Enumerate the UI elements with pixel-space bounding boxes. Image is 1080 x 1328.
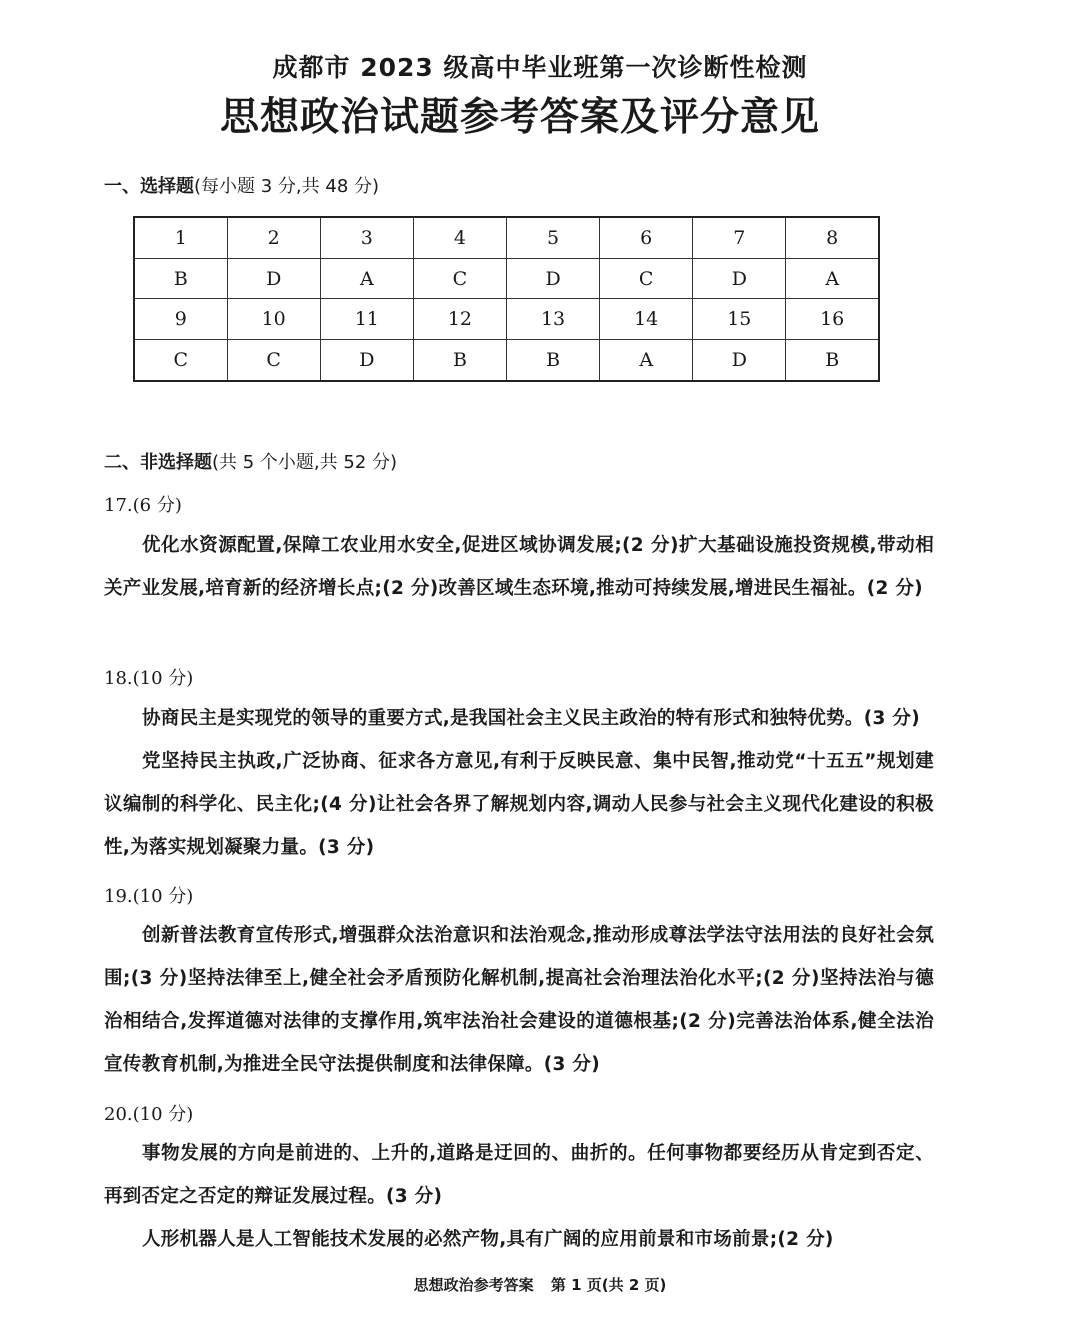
- question-number-cell: 4: [413, 217, 506, 258]
- answer-cell: C: [134, 340, 227, 381]
- answer-cell: C: [600, 258, 693, 299]
- question-18-answer-2: 党坚持民主执政,广泛协商、征求各方意见,有利于反映民意、集中民智,推动党“十五五”规划建议编制的科学化、民主化;(4 分)让社会各界了解规划内容,调动人民参与社会主义现代化建设的积极性,为落实规划凝聚力量。(3 分): [104, 751, 934, 858]
- question-20-answer-2: 人形机器人是人工智能技术发展的必然产物,具有广阔的应用前景和市场前景;(2 分): [142, 1229, 834, 1250]
- question-18-answer-1: 协商民主是实现党的领导的重要方式,是我国社会主义民主政治的特有形式和独特优势。(3 分): [142, 708, 920, 729]
- footer-doc-name: 思想政治参考答案: [413, 1276, 534, 1294]
- section-2-label: 二、非选择题: [104, 452, 212, 473]
- section-2-note: (共 5 个小题,共 52 分): [212, 452, 398, 473]
- answer-cell: A: [320, 258, 413, 299]
- question-19-heading: 19.(10 分): [104, 886, 194, 907]
- question-number-cell: 13: [507, 299, 600, 340]
- question-number-cell: 9: [134, 299, 227, 340]
- question-number-row: [134, 217, 879, 258]
- answer-cell: D: [227, 258, 320, 299]
- question-18-heading: 18.(10 分): [104, 668, 194, 689]
- question-number-cell: 10: [227, 299, 320, 340]
- question-number-cell: 14: [600, 299, 693, 340]
- question-number-cell: 16: [786, 299, 879, 340]
- question-number-cell: 15: [693, 299, 786, 340]
- footer-page-info: 第 1 页(共 2 页): [550, 1276, 667, 1294]
- answer-cell: D: [320, 340, 413, 381]
- answer-cell: B: [507, 340, 600, 381]
- answer-table: [133, 216, 880, 382]
- section-1-note: (每小题 3 分,共 48 分): [194, 176, 380, 197]
- question-number-cell: 8: [786, 217, 879, 258]
- page-footer: [0, 1274, 1080, 1295]
- answer-cell: D: [693, 340, 786, 381]
- question-number-cell: 5: [507, 217, 600, 258]
- answer-cell: B: [134, 258, 227, 299]
- question-number-cell: 11: [320, 299, 413, 340]
- question-17-answer: 优化水资源配置,保障工农业用水安全,促进区域协调发展;(2 分)扩大基础设施投资规模,带动相关产业发展,培育新的经济增长点;(2 分)改善区域生态环境,推动可持续发展,增进民生福祉。(2 分): [104, 535, 934, 599]
- question-number-cell: 2: [227, 217, 320, 258]
- question-number-cell: 12: [413, 299, 506, 340]
- question-number-cell: 6: [600, 217, 693, 258]
- question-number-cell: 1: [134, 217, 227, 258]
- question-number-cell: 3: [320, 217, 413, 258]
- question-20-answer-1: 事物发展的方向是前进的、上升的,道路是迂回的、曲折的。任何事物都要经历从肯定到否定、再到否定之否定的辩证发展过程。(3 分): [104, 1143, 934, 1207]
- answer-row: [134, 340, 879, 381]
- question-20-heading: 20.(10 分): [104, 1104, 194, 1125]
- section-2-heading: [104, 448, 397, 474]
- answer-cell: C: [227, 340, 320, 381]
- section-1-label: 一、选择题: [104, 176, 194, 197]
- question-17-heading: 17.(6 分): [104, 495, 182, 516]
- answer-cell: D: [507, 258, 600, 299]
- page-title: 思想政治试题参考答案及评分意见: [219, 95, 820, 140]
- answer-cell: B: [413, 340, 506, 381]
- answer-cell: B: [786, 340, 879, 381]
- answer-cell: D: [693, 258, 786, 299]
- question-number-row: [134, 299, 879, 340]
- answer-row: [134, 258, 879, 299]
- question-number-cell: 7: [693, 217, 786, 258]
- answer-cell: A: [600, 340, 693, 381]
- answer-cell: C: [413, 258, 506, 299]
- answer-cell: A: [786, 258, 879, 299]
- question-19-answer: 创新普法教育宣传形式,增强群众法治意识和法治观念,推动形成尊法学法守法用法的良好社会氛围;(3 分)坚持法律至上,健全社会矛盾预防化解机制,提高社会治理法治化水平;(2 分)坚持法治与德治相结合,发挥道德对法律的支撑作用,筑牢法治社会建设的道德根基;(2 分)完善法治体系,健全法治宣传教育机制,为推进全民守法提供制度和法律保障。(3 分): [104, 925, 934, 1075]
- exam-subtitle: 成都市 2023 级高中毕业班第一次诊断性检测: [272, 53, 808, 82]
- section-1-heading: [104, 172, 379, 198]
